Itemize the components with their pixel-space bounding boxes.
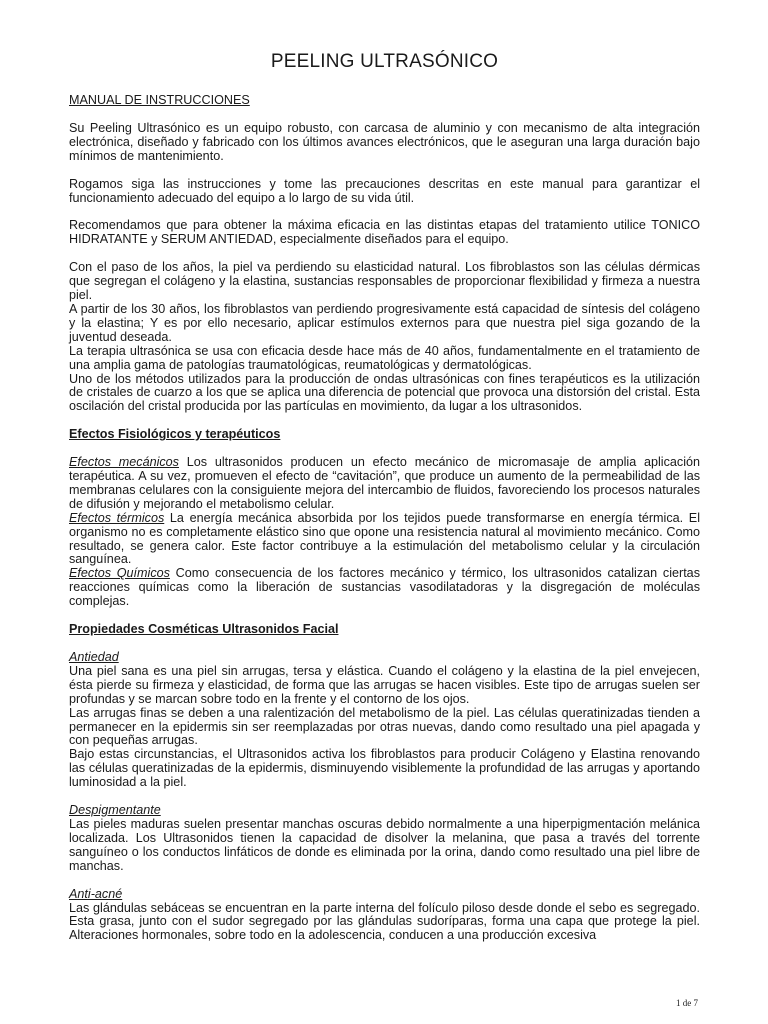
intro-paragraph-3: Recomendamos que para obtener la máxima eficacia en las distintas etapas del tratamiento utilice TONICO HIDRATANTE y SERUM ANTIEDAD, especialmente diseñados para el equipo. bbox=[69, 218, 700, 247]
effect-text-chemical: Como consecuencia de los factores mecánico y térmico, los ultrasonidos catalizan ciertas reacciones químicas como la liberación de sustancias vasodilatadoras y la disgregación de moléculas complejas. bbox=[69, 566, 700, 609]
page-number: 1 de 7 bbox=[676, 998, 698, 1008]
background-paragraph-4: Uno de los métodos utilizados para la producción de ondas ultrasónicas con fines terapéuticos es la utilización de cristales de cuarzo a los que se aplica una diferencia de potencial que provoca una distorsión del cristal. Esta oscilación del cristal producida por las partículas en movimiento, da lugar a los ultrasonidos. bbox=[69, 371, 700, 414]
antiacne-section bbox=[69, 888, 700, 944]
effects-section bbox=[69, 456, 700, 609]
effect-text-thermal: La energía mecánica absorbida por los tejidos puede transformarse en energía térmica. El organismo no es completamente elástico sino que opone una resistencia natural al movimiento mecánico. Como resultado, se genera calor. Este factor contribuye a la estimulación del metabolismo celular y la circulación sanguínea. bbox=[69, 510, 700, 567]
background-section bbox=[69, 261, 700, 414]
effects-heading: Efectos Fisiológicos y terapéuticos bbox=[69, 427, 281, 442]
antiedad-paragraph-2: Las arrugas finas se deben a una ralentización del metabolismo de la piel. Las células queratinizadas tienden a permanecer en la epidermis sin ser reemplazadas por otras nuevas, dando como resultado una piel apagada y con pequeñas arrugas. bbox=[69, 705, 700, 748]
effect-chemical bbox=[69, 567, 700, 609]
effect-thermal bbox=[69, 512, 700, 568]
effect-term-mechanical: Efectos mecánicos bbox=[69, 455, 179, 470]
antiedad-heading: Antiedad bbox=[69, 650, 119, 664]
despigmentante-section bbox=[69, 804, 700, 874]
antiacne-heading: Anti-acné bbox=[69, 886, 123, 901]
intro-paragraph-1: Su Peeling Ultrasónico es un equipo robusto, con carcasa de aluminio y con mecanismo de alta integración electrónica, diseñado y fabricado con los últimos avances electrónicos, que le aseguran una larga duración bajo mínimos de mantenimiento. bbox=[69, 120, 700, 163]
manual-heading: MANUAL DE INSTRUCCIONES bbox=[69, 93, 250, 107]
effect-mechanical bbox=[69, 456, 700, 512]
background-paragraph-2: A partir de los 30 años, los fibroblastos van perdiendo progresivamente está capacidad de síntesis del colágeno y la elastina; Y es por ello necesario, aplicar estímulos externos para que nuestra piel siga gozando de la juventud deseada. bbox=[69, 301, 700, 344]
despigmentante-paragraph-1: Las pieles maduras suelen presentar manchas oscuras debido normalmente a una hiperpigmentación melánica localizada. Los Ultrasonidos tienen la capacidad de disolver la melanina, que pasa a través del torrente sanguíneo o los conductos linfáticos de donde es eliminada por la orina, dando como resultado una piel libre de manchas. bbox=[69, 816, 700, 873]
cosmetic-heading: Propiedades Cosméticas Ultrasonidos Facial bbox=[69, 622, 339, 637]
document-page bbox=[69, 50, 700, 957]
antiedad-paragraph-1: Una piel sana es una piel sin arrugas, tersa y elástica. Cuando el colágeno y la elastina de la piel envejecen, ésta pierde su firmeza y elasticidad, de forma que las arrugas se hacen visibles. Este tipo de arrugas suelen ser profundas y se marcan sobre todo en la frente y el contorno de los ojos. bbox=[69, 663, 700, 706]
background-paragraph-3: La terapia ultrasónica se usa con eficacia desde hace más de 40 años, fundamentalmente en el tratamiento de una amplia gama de patologías traumatológicas, reumatológicas y dermatológicas. bbox=[69, 343, 700, 372]
antiacne-paragraph-1: Las glándulas sebáceas se encuentran en la parte interna del folículo piloso desde donde el sebo es segregado. Esta grasa, junto con el sudor segregado por las glándulas sudoríparas, forma una capa que protege la piel. Alteraciones hormonales, sobre todo en la adolescencia, conducen a una producción excesiva bbox=[69, 900, 700, 943]
effect-text-mechanical: Los ultrasonidos producen un efecto mecánico de micromasaje de amplia aplicación terapéutica. A su vez, promueven el efecto de “cavitación”, que produce un aumento de la permeabilidad de las membranas celulares con la consiguiente mejora del intercambio de fluidos, favoreciendo los procesos naturales de difusión y mejorando el metabolismo celular. bbox=[69, 455, 700, 511]
antiedad-section bbox=[69, 651, 700, 790]
despigmentante-heading: Despigmentante bbox=[69, 803, 161, 818]
antiedad-paragraph-3: Bajo estas circunstancias, el Ultrasonidos activa los fibroblastos para producir Colágeno y Elastina renovando las células queratinizadas de la epidermis, disminuyendo visiblemente la profundidad de las arrugas y aportando luminosidad a la piel. bbox=[69, 747, 700, 790]
page-title: PEELING ULTRASÓNICO bbox=[270, 51, 499, 72]
effect-term-chemical: Efectos Químicos bbox=[69, 566, 170, 581]
intro-paragraph-2: Rogamos siga las instrucciones y tome las precauciones descritas en este manual para garantizar el funcionamiento adecuado del equipo a lo largo de su vida útil. bbox=[69, 176, 700, 205]
background-paragraph-1: Con el paso de los años, la piel va perdiendo su elasticidad natural. Los fibroblastos son las células dérmicas que segregan el colágeno y la elastina, sustancias responsables de proporcionar flexibilidad y firmeza a nuestra piel. bbox=[69, 260, 700, 303]
effect-term-thermal: Efectos térmicos bbox=[69, 510, 165, 525]
